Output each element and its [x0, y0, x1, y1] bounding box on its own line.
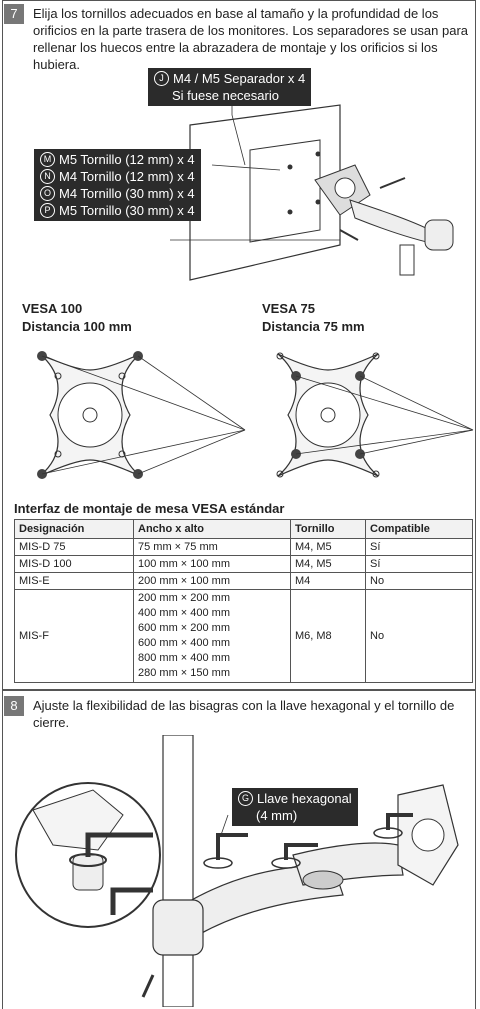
- screw-label: M4 Tornillo (12 mm) x 4: [59, 169, 195, 184]
- pole-clamp: [153, 900, 203, 955]
- screw-item: [40, 202, 195, 219]
- table-row: [15, 590, 473, 683]
- vesa-100-title: [22, 300, 132, 336]
- vesa-spec-table: [14, 519, 473, 683]
- cell-size: 75 mm × 75 mm: [134, 539, 291, 556]
- spacer-top-left: [288, 165, 293, 170]
- monitor-back-panel: [190, 105, 340, 280]
- table-row: [15, 556, 473, 573]
- screw-item: [40, 168, 195, 185]
- callout-spacer: [148, 68, 311, 106]
- size-entry: 400 mm × 400 mm: [138, 607, 231, 619]
- size-entry: 200 mm × 200 mm: [138, 592, 231, 604]
- screw-label: M4 Tornillo (30 mm) x 4: [59, 186, 195, 201]
- table-row: [15, 539, 473, 556]
- step-7-number: 7: [4, 4, 24, 24]
- label-o-icon: O: [40, 186, 55, 201]
- screw-item: [40, 151, 195, 168]
- size-entry: 280 mm × 150 mm: [138, 667, 231, 679]
- callout-spacer-line2: Si fuese necesario: [172, 88, 279, 103]
- vesa-75-center: [321, 408, 335, 422]
- vesa-75-line1: VESA 75: [262, 301, 315, 316]
- cell-compatible: No: [366, 590, 473, 683]
- cell-designation: MIS-F: [15, 590, 134, 683]
- table-row: [15, 573, 473, 590]
- vesa-plate-hub: [335, 178, 355, 198]
- arm-slot: [303, 871, 343, 889]
- callout-spacer-line1: M4 / M5 Separador x 4: [173, 71, 306, 86]
- arm-clamp: [425, 220, 453, 250]
- step-8-number: 8: [4, 696, 24, 716]
- cell-size-list: [134, 590, 291, 683]
- cell-designation: MIS-E: [15, 573, 134, 590]
- mount-pole: [163, 735, 193, 1007]
- arm-pole-stub: [400, 245, 414, 275]
- vesa-100-line1: VESA 100: [22, 301, 83, 316]
- hex-key-1: [218, 835, 248, 860]
- screw-label: M5 Tornillo (12 mm) x 4: [59, 152, 195, 167]
- size-entry: 600 mm × 200 mm: [138, 622, 231, 634]
- callout-hex-key-line2: (4 mm): [256, 808, 298, 823]
- cell-size: 100 mm × 100 mm: [134, 556, 291, 573]
- cell-screw: M4, M5: [291, 539, 366, 556]
- zoom-hinge: [73, 855, 103, 890]
- label-n-icon: N: [40, 169, 55, 184]
- label-j-icon: J: [154, 71, 169, 86]
- size-entry: 600 mm × 400 mm: [138, 637, 231, 649]
- vesa-75-line2: Distancia 75 mm: [262, 319, 365, 334]
- spacer-top-right: [316, 152, 321, 157]
- label-m-icon: M: [40, 152, 55, 167]
- label-p-icon: P: [40, 203, 55, 218]
- hex-key-adjust-illustration: [3, 735, 475, 1007]
- cell-compatible: Sí: [366, 556, 473, 573]
- spacer-bottom-right: [316, 200, 321, 205]
- label-g-icon: G: [238, 791, 253, 806]
- screw-bottom: [340, 230, 358, 240]
- cell-compatible: Sí: [366, 539, 473, 556]
- cell-designation: MIS-D 75: [15, 539, 134, 556]
- cell-screw: M6, M8: [291, 590, 366, 683]
- step-8-instructions: Ajuste la flexibilidad de las bisagras con la llave hexagonal y el tornillo de cierre.: [33, 698, 455, 730]
- size-entry: 800 mm × 400 mm: [138, 652, 231, 664]
- vesa-100-plate-illustration: [20, 340, 250, 490]
- vesa-plate-hub: [412, 819, 444, 851]
- callout-hex-key-line1: Llave hexagonal: [257, 791, 352, 806]
- col-header-screw: Tornillo: [291, 520, 366, 539]
- vesa-table-title: Interfaz de montaje de mesa VESA estándar: [14, 501, 285, 516]
- col-header-designation: Designación: [15, 520, 134, 539]
- screw-item: [40, 185, 195, 202]
- vesa-75-title: [262, 300, 365, 336]
- vesa-100-line2: Distancia 100 mm: [22, 319, 132, 334]
- cell-screw: M4, M5: [291, 556, 366, 573]
- table-header-row: [15, 520, 473, 539]
- spacer-bottom-left: [288, 210, 293, 215]
- clamp-lever: [143, 975, 153, 997]
- cell-compatible: No: [366, 573, 473, 590]
- cell-screw: M4: [291, 573, 366, 590]
- callout-screws: [34, 149, 201, 221]
- screw-right-top: [380, 178, 405, 188]
- step-7-instructions: Elija los tornillos adecuados en base al tamaño y la profundidad de los orificios en la parte trasera de los monitores. Los separadores se usan para rellenar los huecos entre la abrazadera de montaje y los orificios si los hubiera.: [33, 6, 469, 72]
- screw-label: M5 Tornillo (30 mm) x 4: [59, 203, 195, 218]
- vesa-100-center: [83, 408, 97, 422]
- vesa-75-plate-illustration: [258, 340, 478, 490]
- callout-hex-key: [232, 788, 358, 826]
- leader-hex-key: [221, 815, 228, 835]
- cell-size: 200 mm × 100 mm: [134, 573, 291, 590]
- cell-designation: MIS-D 100: [15, 556, 134, 573]
- col-header-size: Ancho x alto: [134, 520, 291, 539]
- col-header-compatible: Compatible: [366, 520, 473, 539]
